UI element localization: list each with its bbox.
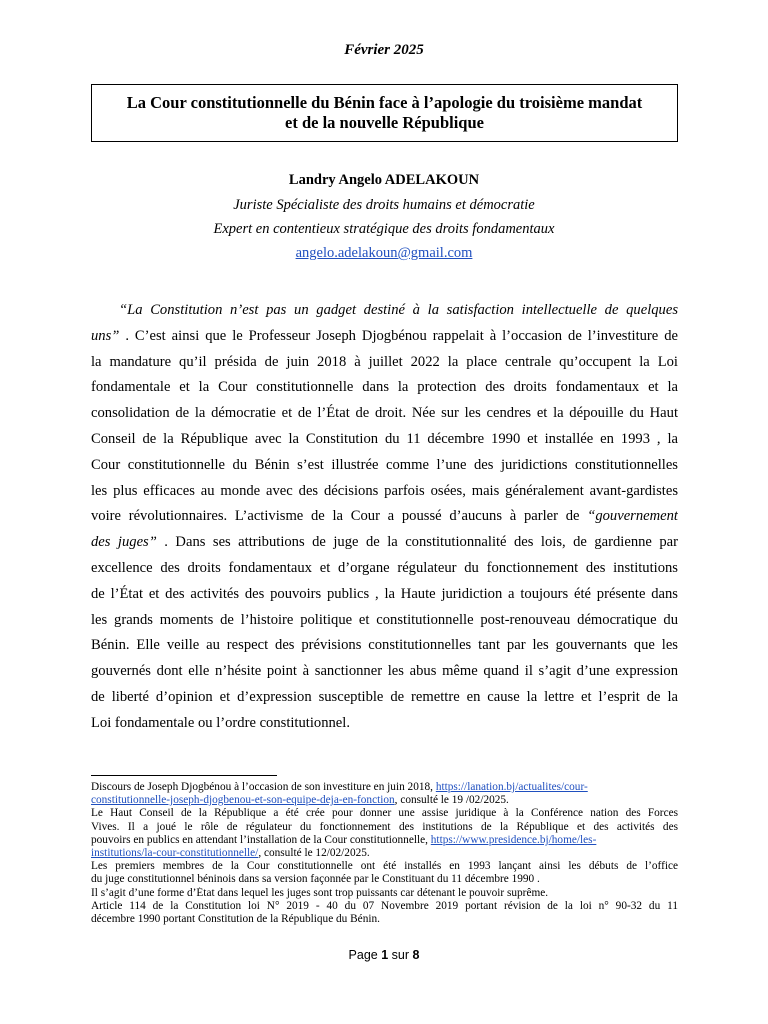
author-role-2: Expert en contentieux stratégique des droits fondamentaux (213, 221, 555, 237)
footnote-1-link[interactable]: constitutionnelle-joseph-djogbenou-et-son-equipe-deja-en-fonction (91, 794, 395, 807)
body-line (91, 530, 678, 556)
page-number (0, 948, 768, 962)
footnote-text: , consulté le 12/02/2025. (258, 846, 370, 859)
quote-end: uns” (91, 327, 120, 344)
footnote-2-line: Le Haut Conseil de la République a été crée pour donner une assise juridique à la Conférence nation des Forces (91, 807, 678, 820)
footnote-text: pouvoirs en publics en attendant l’installation de la Cour constitutionnelle, (91, 833, 431, 846)
author-email-link[interactable]: angelo.adelakoun@gmail.com (295, 245, 473, 261)
author-email-line (0, 245, 768, 262)
page-current: 1 (381, 948, 389, 962)
footnote-2-line (91, 834, 678, 847)
body-line (91, 504, 678, 530)
body-line: de l’État et des activités des pouvoirs publics , la Haute juridiction a toujours été présente dans (91, 585, 678, 602)
footnote-1-link[interactable]: https://lanation.bj/actualites/cour- (435, 781, 588, 793)
footnote-1-line (91, 794, 678, 807)
footnote-4-line: Il s’agit d’une forme d’État dans lequel les juges sont trop puissants car détenant le pouvoir suprême. (91, 886, 549, 899)
footnote-5-line: décembre 1990 portant Constitution de la République du Bénin. (91, 912, 380, 925)
footnote-1-line (91, 781, 678, 794)
footnotes (91, 781, 678, 926)
body-line: Cour constitutionnelle du Bénin s’est illustrée comme l’une des juridictions constitutionnelles (91, 456, 678, 473)
body-line: la mandature qu’il présida de juin 2018 à juillet 2022 la place centrale qu’occupent la Loi (91, 353, 678, 370)
footnote-5-line: Article 114 de la Constitution loi N° 2019 - 40 du 07 Novembre 2019 portant révision de la loi n° 90-32 du 11 (91, 899, 678, 912)
body-line: Loi fondamentale ou l’ordre constitutionnel. (91, 714, 350, 731)
document-date: Février 2025 (344, 42, 424, 58)
footnote-3-line: du juge constitutionnel béninois dans sa version façonnée par le Constituant du 11 décembre 1990 . (91, 873, 540, 886)
body-text-span: . Dans ses attributions de juge de la constitutionnalité des lois, de gardienne par (156, 534, 678, 551)
quote-start: “gouvernement (587, 508, 678, 525)
body-line: gouvernés dont elle n’hésite point à sanctionner les abus même quand il s’agit d’une expression (91, 663, 678, 680)
body-text-span: voire révolutionnaires. L’activisme de la Cour a poussé d’aucuns à parler de (91, 508, 588, 525)
quote-end: des juges” (91, 534, 157, 551)
title-line-2: et de la nouvelle République (285, 113, 484, 132)
body-line (91, 324, 678, 350)
author-name: Landry Angelo ADELAKOUN (288, 172, 480, 188)
body-line: fondamentale et la Cour constitutionnelle dans la protection des droits fondamentaux et la (91, 379, 678, 396)
body-line: de liberté d’opinion et d’expression susceptible de remettre en cause la lettre et l’esprit de la (91, 688, 678, 705)
footnote-text: , consulté le 19 /02/2025. (394, 794, 509, 807)
page-separator: sur (391, 948, 410, 962)
body-line: Conseil de la République avec la Constitution du 11 décembre 1990 et installée en 1993 , la (91, 430, 678, 447)
footnote-2-line: Vives. Il a joué le rôle de régulateur du fonctionnement des institutions de la République et des activités des (91, 820, 678, 833)
body-paragraph (91, 298, 678, 737)
footnote-text: Discours de Joseph Djogbénou à l’occasion de son investiture en juin 2018, (91, 781, 436, 793)
page-total: 8 (412, 948, 420, 962)
title-line-1: La Cour constitutionnelle du Bénin face à l’apologie du troisième mandat (126, 93, 643, 112)
footnote-2-link[interactable]: institutions/la-cour-constitutionnelle/ (91, 846, 259, 859)
title-box (91, 84, 678, 142)
body-text-span: . C’est ainsi que le Professeur Joseph Djogbénou rappelait à l’occasion de l’investiture de (119, 327, 678, 344)
body-line: Bénin. Elle veille au respect des prévisions constitutionnelles tant par les gouvernants que les (91, 637, 678, 654)
footnote-separator (91, 775, 277, 776)
body-line: les grands moments de l’histoire politique et constitutionnelle post-renouveau démocratique du (91, 611, 678, 628)
author-role-1: Juriste Spécialiste des droits humains et démocratie (233, 197, 535, 213)
footnote-2-link[interactable]: https://www.presidence.bj/home/les- (430, 833, 597, 846)
body-line: les plus efficaces au monde avec des décisions parfois osées, mais généralement avant-gardistes (91, 482, 678, 499)
body-line: consolidation de la démocratie et de l’État de droit. Née sur les cendres et la dépouille du Haut (91, 405, 678, 422)
footnote-3-line: Les premiers membres de la Cour constitutionnelle ont été installés en 1993 lançant ainsi les débuts de l’office (91, 860, 678, 873)
page-label: Page (348, 948, 378, 962)
body-line: excellence des droits fondamentaux et d’organe régulateur du fonctionnement des institutions (91, 559, 678, 576)
footnote-2-line (91, 847, 678, 860)
body-line: “La Constitution n’est pas un gadget destiné à la satisfaction intellectuelle de quelques (119, 302, 678, 318)
